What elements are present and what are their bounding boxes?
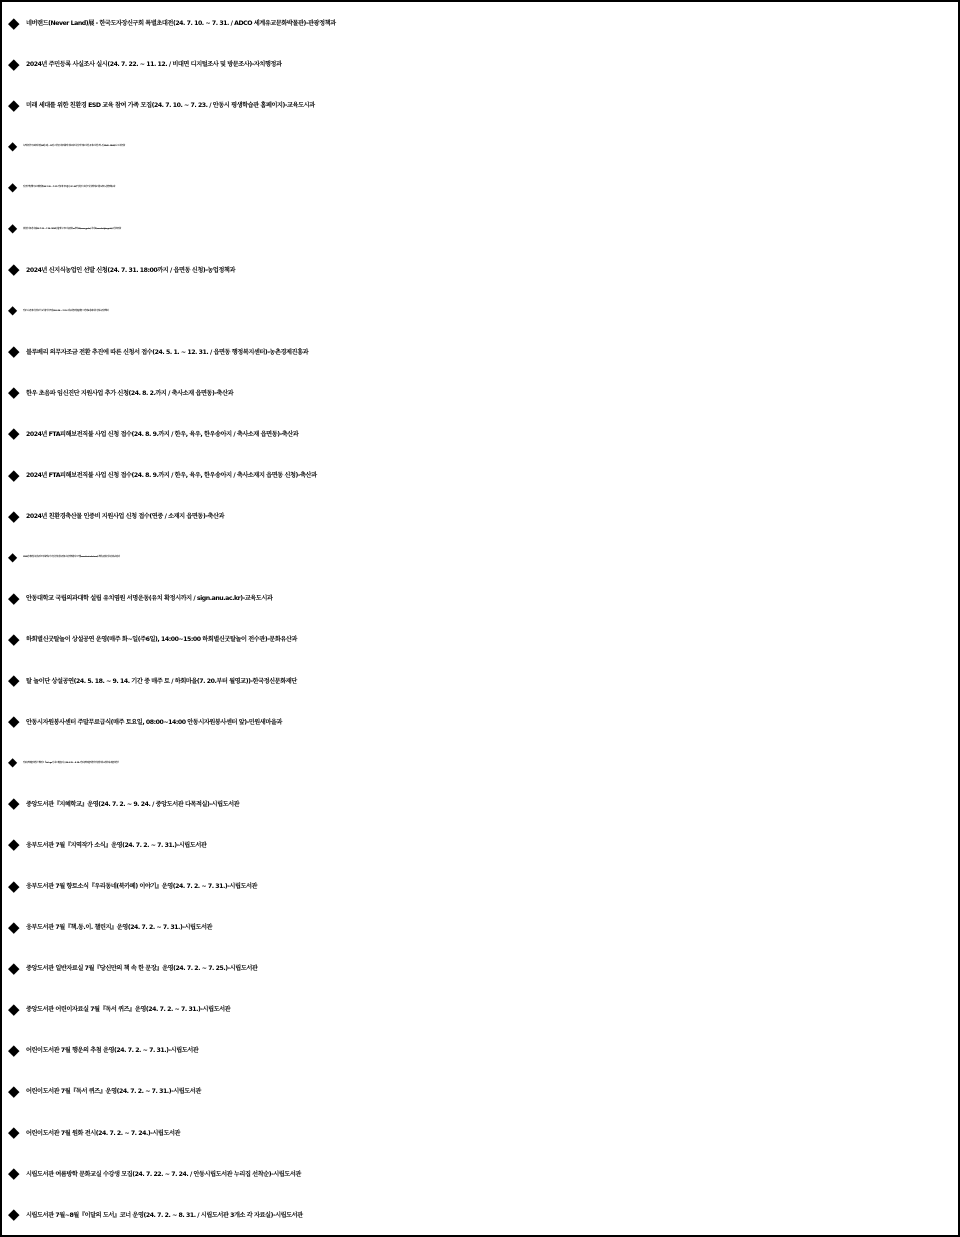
notice-item [8,701,954,742]
notice-item-text: 중앙도서관『지혜학교』운영(24. 7. 2. ~ 9. 24. / 중앙도서관 다목적실)-시립도서관 [26,800,240,808]
notice-item [8,906,954,947]
notice-item-text: 임신부 백일해 무료 예방접종(24. 7. 22. ~ 7. 27. / 안동에 주소를 둔 27~36주 임신부 / 보건소 및 위탁의료기관 5개소)-감염병대응과 [23,186,116,189]
diamond-bullet-icon: ◆ [8,424,20,443]
diamond-bullet-icon: ◆ [8,138,18,153]
notice-item [8,413,954,454]
notice-item [8,249,954,290]
notice-item-text: 안동대학교 국립의과대학 설립 유치염원 서명운동(유치 확정시까지 / sign.anu.ac.kr)-교육도시과 [26,595,273,603]
notice-item-text: 안동시자원봉사센터 주말무료급식(매주 토요일, 08:00~14:00 안동시자원봉사센터 앞)-민원새마을과 [26,718,282,726]
notice-item-text: 탈 놀이단 상설공연(24. 5. 18. ~ 9. 14. 기간 중 매주 토 / 하회마을(7. 20.부터 월영교))-한국정신문화재단 [26,677,297,685]
notice-item-text: 어린이도서관 7월 원화 전시(24. 7. 2. ~ 7. 24.)-시립도서관 [26,1129,181,1137]
notice-item [8,331,954,372]
notice-item-text: 시립도서관 7월~8월『이달의 도서』코너 운영(24. 7. 2. ~ 8. 31. / 시립도서관 3개소 각 자료실)-시립도서관 [26,1211,303,1219]
notice-item-text: 2024년 주민등록 사실조사 실시(24. 7. 22. ~ 11. 12. / 비대면 디지털조사 및 방문조사)-자치행정과 [26,61,282,69]
notice-item-text: 2024년 친환경축산물 인증비 지원사업 신청 접수(연중 / 소재지 읍면동)-축산과 [26,513,225,521]
notice-item-text: 2024년 신지식농업인 선발 신청(24. 7. 31. 18:00까지 / 읍면동 신청)-농업정책과 [26,266,235,274]
notice-item-text: 2024년 깨끗한 축산농장 조성 희망농가 사업 신청 접수(연중 / 축산악취관리시스템(www.lemi.or.kr/oms/), 해당 읍면동 및 축산과)-축산과 [23,556,120,559]
diamond-bullet-icon: ◆ [8,712,20,731]
notice-item [8,824,954,865]
diamond-bullet-icon: ◆ [8,95,20,114]
notice-item [8,1070,954,1111]
diamond-bullet-icon: ◆ [8,179,18,194]
notice-item-text: 웅부도서관 7월 향토소식『우리동네(북카페) 이야기』운영(24. 7. 2. ~ 7. 31.)-시립도서관 [26,883,258,891]
diamond-bullet-icon: ◆ [8,506,20,525]
notice-item-text: 안동문화예술의전당 기획전시『Let’s go 신나는 예술놀이』(24. 6. 25. ~ 8. 18. / 안동문화예술의전당 상설갤러리, 5갤러리)-예술의전당 [23,761,119,764]
notice-item-text: 시립도서관 여름방학 문화교실 수강생 모집(24. 7. 22. ~ 7. 24. / 안동시립도서관 누리집 선착순)-시립도서관 [26,1170,301,1178]
diamond-bullet-icon: ◆ [8,1205,20,1224]
notice-item-text: 중앙도서관 일반자료실 7월『당신만의 책 속 한 문장』운영(24. 7. 2. ~ 7. 25.)-시립도서관 [26,965,258,973]
notice-item-text: 어린이도서관 7월 행운의 추첨 운영(24. 7. 2. ~ 7. 31.)-시립도서관 [26,1047,199,1055]
diamond-bullet-icon: ◆ [8,342,20,361]
diamond-bullet-icon: ◆ [8,755,18,770]
notice-item [8,290,954,331]
diamond-bullet-icon: ◆ [8,671,20,690]
notice-item [8,43,954,84]
notice-item-text: 네버랜드(Never Land)展 - 한국도자장신구회 특별초대전(24. 7. 10. ~ 7. 31. / ADCO 세계유교문화박물관)-관광정책과 [26,20,336,28]
diamond-bullet-icon: ◆ [8,1040,20,1059]
notice-item-text: 녹색자전거 무료대여사업(24년 3월 ~ 12월 / 어가골 다목적광장, 영호대교 북단, 영가대교 북단, 용정교 북단 / 화~일 09:00~18:00)-도시디자인과 [23,145,125,148]
notice-item-text: 어린이도서관 7월『독서 퀴즈』운영(24. 7. 2. ~ 7. 31.)-시립도서관 [26,1088,201,1096]
diamond-bullet-icon: ◆ [8,1164,20,1183]
diamond-bullet-icon: ◆ [8,629,20,648]
diamond-bullet-icon: ◆ [8,54,20,73]
diamond-bullet-icon: ◆ [8,549,18,564]
notice-item-text: 안동시 농촌에서 살아보기 1기 참가자 모집(24. 6. 26. ~ 7. 23. / 귀농귀촌통합플랫폼 '그린대로' 홈페이지 신청)-농업정책과 [23,309,109,312]
diamond-bullet-icon: ◆ [8,13,20,32]
notice-item-text: 미래 세대를 위한 친환경 ESD 교육 참여 가족 모집(24. 7. 10. ~ 7. 23. / 안동시 평생학습관 홈페이지)-교육도시과 [26,102,315,110]
notice-item-text: 2024년 FTA피해보전직불 사업 신청 접수(24. 8. 9.까지 / 한우, 육우, 한우송아지 / 축사소재지 읍면동 신청)-축산과 [26,472,317,480]
notice-item-text: 중앙도서관 어린이자료실 7월『독서 퀴즈』운영(24. 7. 2. ~ 7. 31.)-시립도서관 [26,1006,231,1014]
notice-item [8,947,954,988]
diamond-bullet-icon: ◆ [8,1081,20,1100]
notice-item [8,536,954,577]
notice-item [8,372,954,413]
notice-list [8,2,954,1235]
diamond-bullet-icon: ◆ [8,221,18,236]
diamond-bullet-icon: ◆ [8,260,20,279]
notice-item-text: 한우 초음파 임신진단 지원사업 추가 신청(24. 8. 2.까지 / 축사소재 읍면동)-축산과 [26,389,234,397]
notice-item [8,577,954,618]
notice-item-text: 하회별신굿탈놀이 상설공연 운영(매주 화~일(주6일), 14:00~15:00 하회별신굿탈놀이 전수관)-문화유산과 [26,636,297,644]
notice-item-text: 웅부도서관 7월『지역작가 소식』운영(24. 7. 2. ~ 7. 31.)-시립도서관 [26,841,207,849]
notice-item [8,495,954,536]
notice-item [8,2,954,43]
notice-item-text: 웅부도서관 7월『책.동.이. 챌린지』운영(24. 7. 2. ~ 7. 31.)-시립도서관 [26,924,213,932]
notice-item [8,742,954,783]
notice-item [8,1029,954,1070]
notice-item [8,454,954,495]
diamond-bullet-icon: ◆ [8,383,20,402]
notice-item [8,783,954,824]
diamond-bullet-icon: ◆ [8,303,18,318]
diamond-bullet-icon: ◆ [8,999,20,1018]
notice-item [8,1194,954,1235]
notice-item [8,988,954,1029]
diamond-bullet-icon: ◆ [8,588,20,607]
diamond-bullet-icon: ◆ [8,1123,20,1142]
diamond-bullet-icon: ◆ [8,835,20,854]
notice-item [8,84,954,125]
notice-item [8,207,954,248]
notice-item-text: 첫만남 이용권 지원(24. 7. 22. ~ 7. 26. / 2024년 출생아 / 주소지읍면동or정부24(www.gpv.kr), 복지로(www.bokjiro.go.kr))-건강증진과 [23,227,121,230]
diamond-bullet-icon: ◆ [8,794,20,813]
notice-item [8,1112,954,1153]
notice-item [8,865,954,906]
diamond-bullet-icon: ◆ [8,917,20,936]
diamond-bullet-icon: ◆ [8,465,20,484]
notice-item [8,618,954,659]
notice-item-text: 2024년 FTA피해보전직불 사업 신청 접수(24. 8. 9.까지 / 한우, 육우, 한우송아지 / 축사소재 읍면동)-축산과 [26,430,299,438]
notice-item [8,166,954,207]
notice-item [8,1153,954,1194]
notice-item [8,125,954,166]
notice-item [8,660,954,701]
diamond-bullet-icon: ◆ [8,958,20,977]
notice-item-text: 블루베리 의무자조금 전환 추진에 따른 신청서 접수(24. 5. 1. ~ 12. 31. / 읍면동 행정복지센터)-농촌경제진흥과 [26,348,309,356]
diamond-bullet-icon: ◆ [8,876,20,895]
